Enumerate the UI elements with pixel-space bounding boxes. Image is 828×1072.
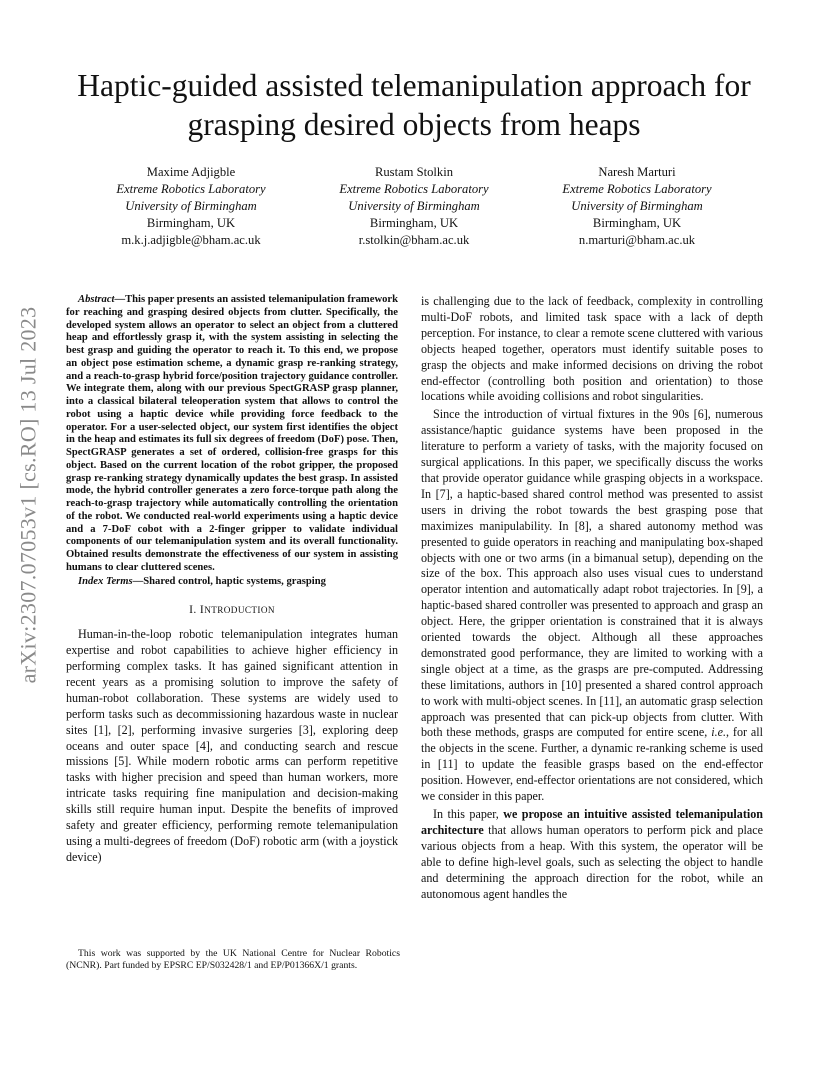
right-column xyxy=(421,294,763,902)
arxiv-identifier[interactable]: arXiv:2307.07053v1 [cs.RO] 13 Jul 2023 xyxy=(15,306,41,684)
author-email[interactable]: m.k.j.adjigble@bham.ac.uk xyxy=(121,233,261,247)
index-terms-label: Index Terms xyxy=(78,575,133,587)
index-terms-text: —Shared control, haptic systems, grasping xyxy=(132,575,326,587)
author-university: University of Birmingham xyxy=(571,199,703,213)
author-university: University of Birmingham xyxy=(125,199,257,213)
paragraph-3-part-b: that allows human operators to perform pick and place various objects from a heap. With this system, the operator will be able to define high-level goals, such as selecting the object to handle and determining the approach direction for the robot, while an autonomous agent handles the xyxy=(421,822,763,901)
abstract-text: —This paper presents an assisted telemanipulation framework for reaching and grasping desired objects from clutter. Specifically, the developed system allows an operator to select an object from a cluttered heap and effortlessly grasp it, with the system assisting in selecting the best grasp and guiding the operator to reach it. To this end, we propose an object pose estimation scheme, a dynamic grasp re-ranking strategy, and a reach-to-grasp hybrid force/position trajectory guidance controller. We integrate them, along with our previous SpectGRASP grasp planner, into a classical bilateral teleoperation system that allows to control the robot using a haptic device while providing force feedback to the operator. For a user-selected object, our system first identifies the object in the heap and estimates its full six degrees of freedom (DoF) pose. Then, SpectGRASP generates a set of ordered, collision-free grasps for this object. Based on the current location of the robot gripper, the proposed grasp re-ranking strategy dynamically updates the best grasp. In assisted mode, the hybrid controller generates a zero force-torque path along the reach-to-grasp trajectory while automatically controlling the orientation of the robot. We conducted real-world experiments using a haptic device and a 7-DoF cobot with a 2-finger gripper to validate individual components of our telemanipulation system and its overall functionality. Obtained results demonstrate the effectiveness of our system in assisting humans to clear cluttered scenes. xyxy=(66,294,398,573)
paragraph-2-part-a: Since the introduction of virtual fixtures in the 90s [6], numerous assistance/haptic guidance systems have been proposed in the literature to perform a variety of tasks, with the majority focused on surgical applications. In this paper, we specifically discuss the works that provide operator guidance while grasping objects in a workspace. In [7], a haptic-based shared control method was presented to assist users in driving the robot towards the best grasping pose that maximizes manipulability. In [8], a shared autonomy method was presented to guide operators in reaching and manipulating box-shaped objects with one or two arms (in a bimanual setup), depending on the size of the box. This approach also uses visual cues to understand operator intention and automatically adapt robot trajectories. In [9], a haptic-based shared controller was presented to approach and grasp an object. Here, the gripper orientation is constrained that it is always oriented towards the object. Although all these approaches demonstrated good performance, they are limited to working with a single object at a time, as the grasps are pre-computed. Addressing these limitations, authors in [10] presented a shared control approach to work with multi-object scenes. In [11], an automatic grasp selection approach was presented that can pick-up objects from clutter. With both these methods, grasps are computed for entire scene, xyxy=(421,407,763,740)
paragraph-3-part-a: In this paper, xyxy=(433,807,504,821)
paragraph-3-bold: we propose an intuitive assisted telemanipulation architecture xyxy=(421,807,764,837)
abstract-label: Abstract xyxy=(78,294,115,305)
author-location: Birmingham, UK xyxy=(146,216,236,230)
abstract xyxy=(66,294,398,575)
author-email[interactable]: r.stolkin@bham.ac.uk xyxy=(358,233,470,247)
author-3 xyxy=(526,164,748,249)
author-location: Birmingham, UK xyxy=(592,216,682,230)
intro-paragraph: Human-in-the-loop robotic telemanipulation integrates human expertise and robot capabilities to achieve higher efficiency in performing complex tasks. It has gained significant attention in recent years as a promising solution to improve the safety of human-robot collaboration. These systems are widely used to perform tasks such as decommissioning hazardous waste in nuclear sites [1], [2], performing invasive surgeries [3], exploring deep oceans and outer space [4], and conducting search and rescue missions [5]. While modern robotic arms can perform repetitive tasks with higher precision and speed than human workers, more intricate tasks requiring fine manipulation and decision-making skills still require human input. Despite the benefits of improved safety and greater efficiency, performing remote telemanipulation using a multi-degrees of freedom (DoF) robotic arm (with a joystick device) xyxy=(66,627,398,864)
paragraph-1: is challenging due to the lack of feedback, complexity in controlling multi-DoF robots, and limited task space with a lack of depth perception. For instance, to clear a remote scene cluttered with various objects heaped together, operators must identify suitable poses to grasp the objects and make informed decisions on driving the robot end-effector (controlling both position and orientation) to those locations while avoiding collisions and robot singularities. xyxy=(421,294,763,404)
paper-title: Haptic-guided assisted telemanipulation approach for grasping desired objects from heaps xyxy=(77,68,751,142)
author-email[interactable]: n.marturi@bham.ac.uk xyxy=(578,233,696,247)
author-2 xyxy=(303,164,525,249)
author-lab: Extreme Robotics Laboratory xyxy=(116,182,266,196)
author-1 xyxy=(80,164,302,249)
index-terms xyxy=(66,576,398,589)
footnote: This work was supported by the UK National Centre for Nuclear Robotics (NCNR). Part funded by EPSRC EP/S032428/1 and EP/P01366X/1 grants. xyxy=(66,948,400,972)
paragraph-2 xyxy=(421,407,763,805)
author-location: Birmingham, UK xyxy=(369,216,459,230)
author-lab: Extreme Robotics Laboratory xyxy=(339,182,489,196)
author-name: Naresh Marturi xyxy=(598,165,676,179)
paragraph-2-ie: i.e. xyxy=(711,725,726,740)
left-column xyxy=(66,294,398,866)
paragraph-3 xyxy=(421,807,763,902)
arxiv-identifier-sidebar xyxy=(8,295,48,695)
section-heading-introduction: I. INTRODUCTION xyxy=(189,603,275,617)
author-block xyxy=(80,164,748,249)
author-name: Rustam Stolkin xyxy=(374,165,454,179)
paragraph-2-part-b: , for all the objects in the scene. Further, a dynamic re-ranking scheme is used in [11] to update the feasible grasps based on the end-effector position. However, end-effector orientations are not considered, which we consider in this paper. xyxy=(421,725,763,804)
author-university: University of Birmingham xyxy=(348,199,480,213)
author-name: Maxime Adjigble xyxy=(146,165,236,179)
author-lab: Extreme Robotics Laboratory xyxy=(562,182,712,196)
